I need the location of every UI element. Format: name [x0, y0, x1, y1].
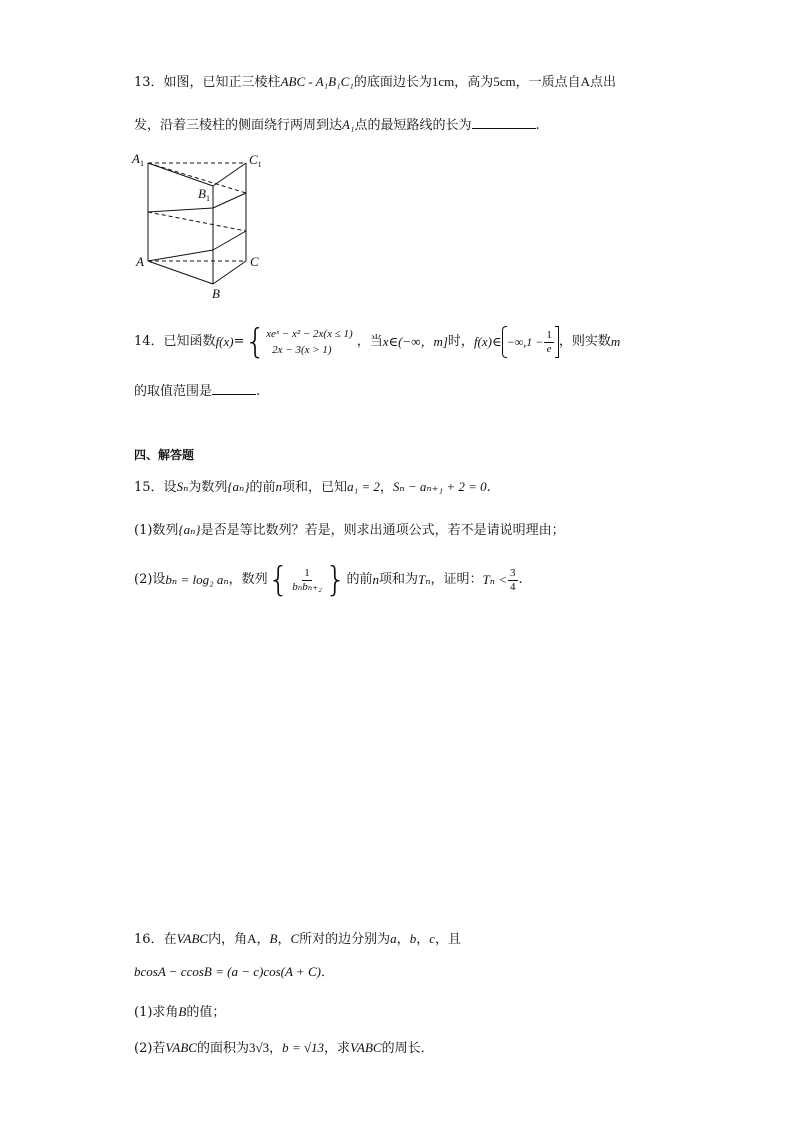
- frac-den: 4: [510, 580, 516, 593]
- q15-a1: a₁ = 2: [347, 479, 380, 494]
- range-num: 1: [546, 328, 552, 341]
- q16-text: 的值；: [186, 1005, 226, 1020]
- q15-relation: Sₙ − aₙ₊₁ + 2 = 0: [392, 479, 487, 494]
- q15-inequality: Tₙ <: [482, 572, 508, 587]
- q15-text: (1)数列: [134, 523, 179, 538]
- q13-text: 的底面边长为: [353, 75, 432, 90]
- label-C1: $C_1$: [249, 152, 262, 169]
- q16-text: 内，角: [208, 932, 248, 947]
- q16-sep: ，: [269, 1041, 283, 1056]
- q13-point: A: [580, 74, 591, 89]
- q14-text: 已知函数: [163, 334, 216, 349]
- q13-prism: ABC - A₁B₁C₁: [280, 74, 354, 89]
- q16-text: 的面积为: [196, 1041, 249, 1056]
- q16-angle: B: [269, 931, 278, 946]
- piecewise-cases: [266, 326, 353, 358]
- q15-text: (2)设: [134, 572, 166, 587]
- q16-number: 16．: [134, 932, 164, 947]
- q15-text: ，证明：: [430, 572, 483, 587]
- path-segment: [213, 231, 246, 250]
- q16-equation: bcosA − ccosB = (a − c)cos(A + C): [134, 964, 321, 979]
- q16-text: ，且: [434, 932, 461, 947]
- q16-side: b: [409, 931, 417, 946]
- piecewise-case-2: 2x − 3(x > 1): [272, 344, 332, 356]
- q16-sep: ，: [396, 932, 410, 947]
- q16-triangle: VABC: [350, 1040, 382, 1055]
- q16-part2: [134, 1039, 434, 1058]
- label-B1: $B_1$: [198, 186, 210, 203]
- q13-point: A₁: [342, 117, 355, 132]
- q15-text: 设: [163, 480, 177, 495]
- q15-an: {aₙ}: [227, 479, 250, 494]
- q16-sep: ，: [256, 932, 270, 947]
- q14-m: m: [610, 334, 621, 349]
- q15-line1: [134, 478, 491, 497]
- piecewise-brace: {: [244, 322, 267, 362]
- path-segment: [148, 163, 246, 193]
- q16-text: (2)若: [134, 1041, 166, 1056]
- q15-n: n: [275, 479, 283, 494]
- q13-height: 5cm: [493, 74, 516, 89]
- q14-function: f(x): [215, 334, 234, 349]
- q15-Sn: Sₙ: [176, 479, 189, 494]
- answer-blank[interactable]: [472, 116, 536, 129]
- q16-triangle: VABC: [176, 931, 209, 946]
- q15-n: n: [372, 572, 379, 587]
- q13-text: ，高为: [454, 75, 494, 90]
- piecewise-case-1: xeˣ − x² − 2x(x ≤ 1): [266, 328, 353, 340]
- q15-part1: [134, 521, 565, 540]
- q13-number: 13．: [134, 75, 164, 90]
- q16-area: 3√3: [248, 1040, 270, 1055]
- q16-text: 所对的边分别为: [299, 932, 391, 947]
- q16-line2: [134, 963, 334, 982]
- q15-text: 的前: [249, 480, 276, 495]
- q14-eq: =: [233, 334, 245, 349]
- label-C: C: [250, 254, 259, 269]
- q14-function: f(x)∈: [473, 334, 502, 349]
- q16-line1: [134, 930, 461, 949]
- path-segment: [213, 193, 246, 208]
- q15-number: 15．: [134, 480, 164, 495]
- q14-end: .: [256, 384, 261, 399]
- q15-bound-fraction: [508, 567, 518, 594]
- frac-num: 3: [510, 566, 516, 579]
- q14-number: 14．: [134, 334, 164, 349]
- set-brace-left: {: [267, 560, 290, 600]
- q15-part2: [134, 560, 523, 600]
- q16-sep: ，: [277, 932, 291, 947]
- q16-text: 在: [163, 932, 177, 947]
- q16-sep: ，: [416, 932, 430, 947]
- edge-B1C1: [213, 163, 246, 186]
- set-brace-right: }: [324, 560, 347, 600]
- q16-bvalue: b = √13: [282, 1040, 325, 1055]
- q16-text: (1)求角: [134, 1005, 179, 1020]
- path-segment: [148, 208, 213, 212]
- q15-an: {aₙ}: [178, 522, 201, 537]
- q14-line2: [134, 382, 260, 401]
- q14-condition: x∈(−∞，m]: [382, 334, 448, 349]
- q14-text: ，当: [356, 334, 383, 349]
- q14-text: 的取值范围是: [134, 384, 213, 399]
- q15-end: .: [486, 480, 491, 495]
- label-B: B: [212, 286, 220, 301]
- q15-text: 为数列: [188, 480, 228, 495]
- q16-angle: A: [247, 931, 257, 946]
- label-A1: $A_1$: [132, 151, 144, 168]
- edge-BC: [213, 261, 246, 284]
- section-title: 四、解答题: [134, 448, 195, 462]
- frac-den: bₙbₙ₊₂: [292, 580, 322, 593]
- q16-end: ．: [320, 965, 334, 980]
- q14-text: 时，: [447, 334, 474, 349]
- q15-text: 是否是等比数列？若是，则求出通项公式，若不是请说明理由；: [200, 523, 565, 538]
- q13-text: 点的最短路线的长为: [354, 118, 472, 133]
- path-segment: [148, 212, 246, 231]
- label-A: A: [136, 254, 144, 269]
- q13-end: .: [535, 118, 540, 133]
- q15-bn: bₙ = log₂ aₙ: [165, 572, 229, 587]
- q14-text: ，则实数: [558, 334, 611, 349]
- q15-text: 项和为: [378, 572, 418, 587]
- q14-line1: [134, 323, 620, 361]
- q15-text: 的前: [346, 572, 373, 587]
- q15-end: .: [518, 572, 523, 587]
- q15-text: 项和，已知: [282, 480, 348, 495]
- q13-text: 点出: [590, 75, 617, 90]
- q13-text: 如图，已知正三棱柱: [163, 75, 281, 90]
- edge-AB: [148, 261, 213, 284]
- q16-side: c: [429, 931, 435, 946]
- q13-text: 发，沿着三棱柱的侧面绕行两周到达: [134, 118, 343, 133]
- q16-text: ，求: [324, 1041, 351, 1056]
- q13-line2: [134, 116, 540, 135]
- q13-text: ，一质点自: [515, 75, 581, 90]
- q13-side: 1cm: [431, 74, 455, 89]
- range-fraction: [544, 329, 554, 356]
- frac-num: 1: [304, 566, 310, 579]
- q13-line1: [134, 73, 616, 92]
- q16-triangle: VABC: [165, 1040, 197, 1055]
- q16-side: a: [390, 931, 397, 946]
- answer-blank[interactable]: [212, 382, 256, 395]
- path-segment: [148, 250, 213, 261]
- q15-Tn: Tₙ: [418, 572, 431, 587]
- prism-figure: [130, 148, 270, 304]
- q16-angle: B: [178, 1004, 187, 1019]
- q16-part1: [134, 1003, 225, 1022]
- range-left: −∞,1 −: [506, 335, 544, 349]
- range-den: e: [546, 342, 552, 355]
- q15-comma: ，: [379, 480, 393, 495]
- q15-fraction: [290, 567, 324, 594]
- q15-text: ，数列: [228, 572, 268, 587]
- q16-text: 的周长．: [381, 1041, 434, 1056]
- q16-angle: C: [290, 931, 300, 946]
